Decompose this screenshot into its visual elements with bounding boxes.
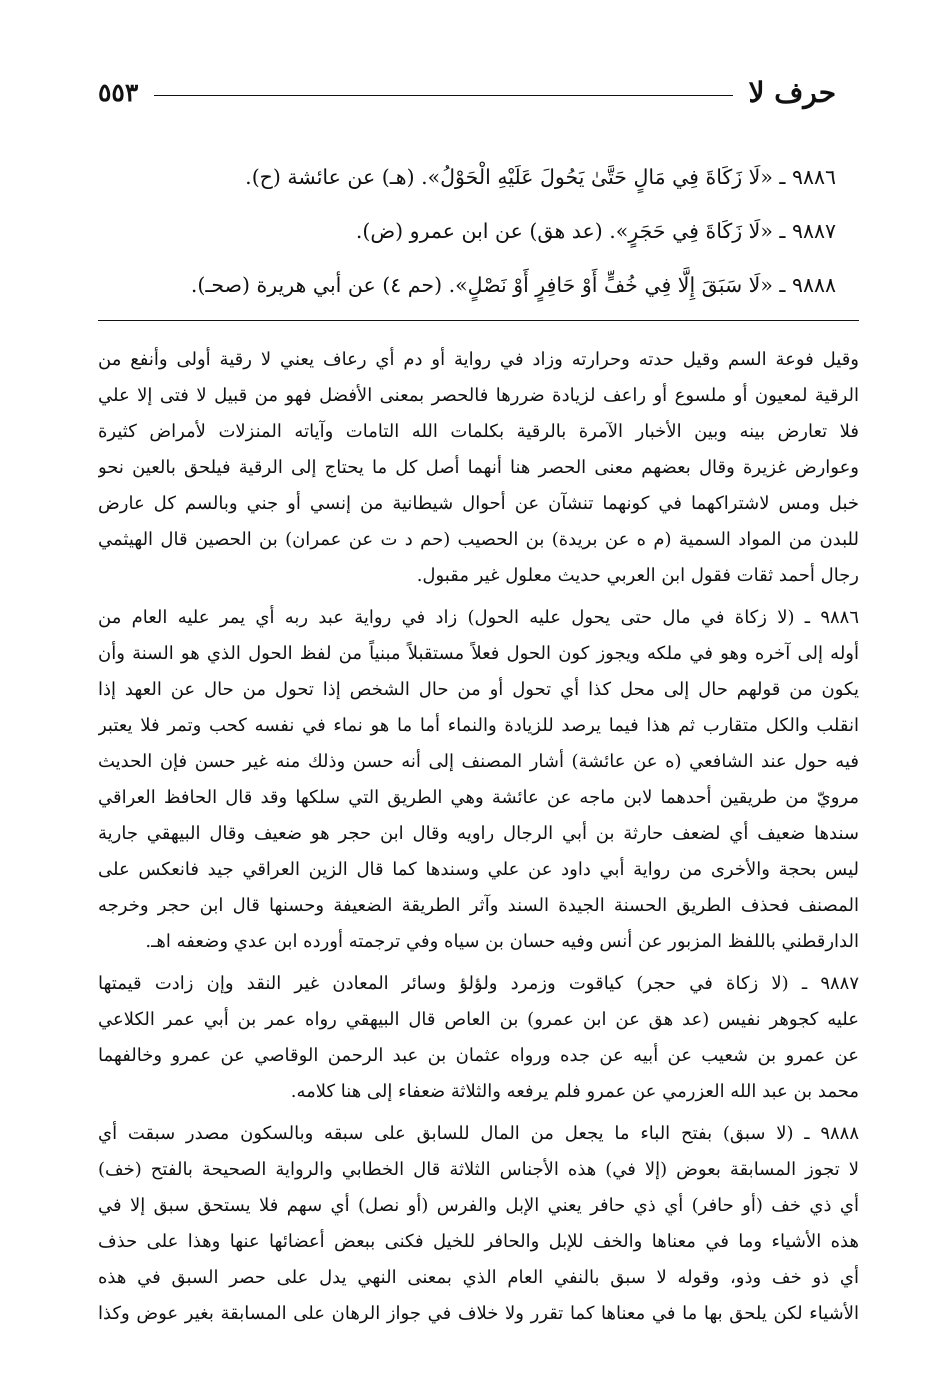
commentary-paragraph [98,342,859,594]
text-line: لا تجوز المسابقة بعوض (إلا في) هذه الأجناس الثلاثة قال الخطابي والرواية الصحيحة بالفتح (خف) [98,1159,859,1180]
text-line: رجال أحمد ثقات فقول ابن العربي حديث معلول غير مقبول. [416,565,859,586]
section-divider [98,320,859,321]
hadith-number: ٩٨٨٦ [791,165,836,189]
text-line: ٩٨٨٧ ـ (لا زكاة في حجر) كياقوت وزمرد ولؤلؤ وسائر المعادن غير النقد وإن زادت قيمتها [98,973,859,994]
text-line: وعوارض غزيرة وقال بعضهم معنى الحصر هنا أنهما أصل كل ما يحتاج إلى الرقية فيلحق بالعين نحو [98,457,859,478]
text-line: محمد بن عبد الله العزرمي عن عمرو فلم يرفعه والثلاثة ضعفاء إلى هنا كلامه. [290,1081,859,1102]
hadith-text: «لَا سَبَقَ إِلَّا فِي خُفٍّ أَوْ حَافِرٍ أَوْ نَصْلٍ». (حم ٤) عن أبي هريرة (صحـ). [190,273,773,297]
text-line: أوله إلى آخره وهو في ملكه ويجوز كون الحول فعلاً مستقبلاً مبنياً من لفظ الحول الذي هو السنة وأن [98,643,859,664]
text-line: فيه حول عند الشافعي (ه عن عائشة) أشار المصنف إلى أنه حسن وذلك منه غير حسن فإن الحديث [98,751,859,772]
text-line: عليه كجوهر نفيس (عد هق عن ابن عمرو) بن العاص قال البيهقي رواه عمر بن أبي عمر الكلاعي [98,1009,859,1030]
text-line: هذه الأشياء وما في معناها والخف للإبل والحافر للخيل فكنى ببعض أعضائها عنها وهذا على حذف [98,1231,859,1252]
text-line: انقلب والكل متقارب ثم هذا فيما يرصد للزيادة والنماء أما ما هو نماء في نفسه كحب وتمر فلا يعتبر [98,715,859,736]
text-line: أي ذي خف (أو حافر) أي ذي حافر يعني الإبل والفرس (أو نصل) أي سهم فلا يستحق سبق إلا في [98,1195,859,1216]
text-line: للبدن من المواد السمية (م ه عن بريدة) بن الحصيب (حم د ت عن عمران) بن الحصين قال الهيثمي [98,529,859,550]
text-line: أي ذو خف وذو، وقوله لا سبق بالنفي العام الذي بمعنى النهي يدل على حصر السبق في هذه [98,1267,859,1288]
hadith-number: ٩٨٨٨ [791,273,836,297]
text-line: عن عمرو بن شعيب عن أبيه عن جده ورواه عثمان بن عبد الرحمن الوقاصي عن عمرو وخالفهما [98,1045,859,1066]
hadith-number: ٩٨٨٧ [791,219,836,243]
hadith-text: «لَا زَكَاةَ فِي حَجَرٍ». (عد هق) عن ابن عمرو (ض). [355,219,773,243]
hadith-entry [98,150,836,204]
text-line: الدارقطني باللفظ المزبور عن أنس وفيه حسان بن سياه وفي ترجمته أورده ابن عدي وضعفه اهـ. [145,931,859,952]
text-line: مرويّ من طريقين أحدهما لابن ماجه عن عائشة وهي الطريق التي سلكها وقد قال الحافظ العراقي [98,787,859,808]
text-line: وقيل فوعة السم وقيل حدته وحرارته وزاد في رواية أو دم أي رعاف يعني لا رقية أولى وأنفع من [98,349,859,370]
text-line: يكون من قولهم حال إلى محل كذا أي تحول أو من حال الشخص إذا تحول من حال عن العهد إذا [98,679,859,700]
text-line: ٩٨٨٦ ـ (لا زكاة في مال حتى يحول عليه الحول) زاد في رواية عبد ربه أي يمر عليه العام من [98,607,859,628]
hadith-text: «لَا زَكَاةَ فِي مَالٍ حَتَّىٰ يَحُولَ عَلَيْهِ الْحَوْلُ». (هـ) عن عائشة (ح). [245,165,773,189]
commentary-paragraph [98,1116,859,1332]
text-line: الرقية لمعيون أو ملسوع أو راعف لزيادة ضررها فالحصر بمعنى الأفضل فهو من قبيل لا فتى إلا علي [98,385,859,406]
hadith-dash: ـ [772,219,786,243]
hadith-entry [98,258,836,312]
page-header [98,72,836,112]
text-line: سندها ضعيف أي لضعف حارثة بن أبي الرجال راويه وقال ابن حجر هو ضعيف وقال البيهقي جارية [98,823,859,844]
hadith-entry [98,204,836,258]
hadith-list [98,150,836,312]
hadith-dash: ـ [772,273,786,297]
text-line: المصنف فحذف الطريق الحسنة الجيدة السند وآثر الطريقة الضعيفة وحسنها قال ابن حجر وخرجه [98,895,859,916]
text-line: ليس بحجة والأخرى من رواية أبي داود عن علي وسندها كما قال الزين العراقي جيد فانعكس على [98,859,859,880]
commentary [98,342,859,1332]
text-line: ٩٨٨٨ ـ (لا سبق) بفتح الباء ما يجعل من المال للسابق على سبقه وبالسكون مصدر سبقت أي [98,1123,859,1144]
commentary-paragraph [98,966,859,1110]
text-line: فلا تعارض بينه وبين الأخبار الآمرة بالرقية بكلمات الله التامات وآياته المنزلات لأمراض كثيرة [98,421,859,442]
hadith-dash: ـ [772,165,786,189]
chapter-title: حرف لا [748,75,836,109]
page-number: ٥٥٣ [98,77,139,107]
text-line: الأشياء لكن يلحق بها ما في معناها كما تقرر ولا خلاف في جواز الرهان على المسابقة بغير عوض وكذا [98,1303,859,1324]
commentary-paragraph [98,600,859,960]
header-rule [154,95,732,96]
text-line: خبل ومس لاشتراكهما في كونهما تنشآن عن أحوال شيطانية من إنسي أو جني وبالسم كل عارض [98,493,859,514]
